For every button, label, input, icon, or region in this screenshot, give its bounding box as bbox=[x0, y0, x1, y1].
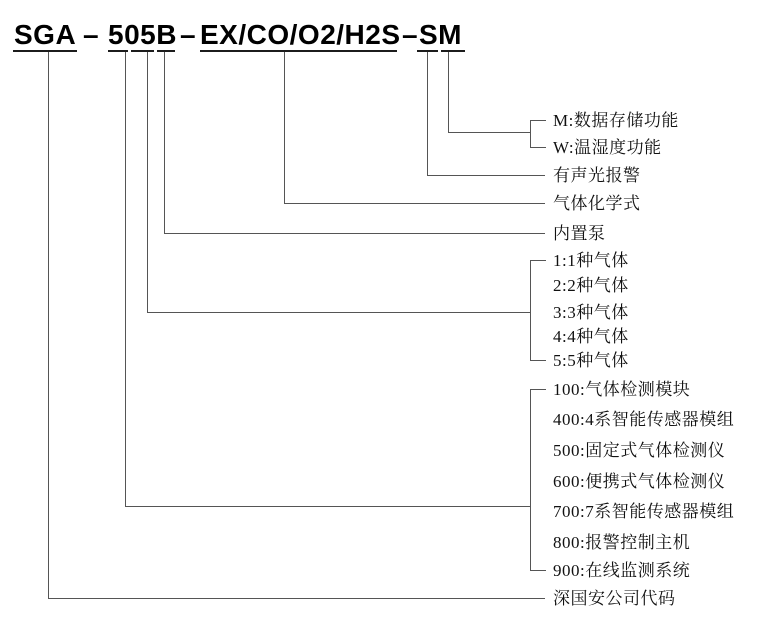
gas-count-bracket bbox=[530, 260, 531, 361]
leader-pump-vertical bbox=[164, 52, 165, 234]
leader-options-horizontal bbox=[448, 132, 531, 133]
leader-series-horizontal bbox=[125, 506, 531, 507]
product-series-stub-top bbox=[531, 389, 546, 390]
callout-gas-count-3: 3:3种气体 bbox=[553, 302, 629, 322]
callout-series-100: 100:气体检测模块 bbox=[553, 379, 691, 399]
callout-data-storage: M:数据存储功能 bbox=[553, 110, 679, 130]
leader-options-vertical bbox=[448, 52, 449, 133]
leader-gas-count-horizontal bbox=[147, 312, 531, 313]
callout-sound-light-alarm: 有声光报警 bbox=[553, 165, 641, 185]
options-fork-bracket bbox=[530, 120, 531, 148]
model-part-series: 505B bbox=[108, 19, 177, 50]
leader-gas-formula-vertical bbox=[284, 52, 285, 204]
options-fork-stub-top bbox=[531, 120, 546, 121]
callout-gas-count-1: 1:1种气体 bbox=[553, 250, 629, 270]
underline-series-2 bbox=[131, 50, 154, 52]
product-series-stub-bottom bbox=[531, 570, 546, 571]
underline-company bbox=[13, 50, 77, 52]
leader-gas-count-vertical bbox=[147, 52, 148, 313]
callout-series-500: 500:固定式气体检测仪 bbox=[553, 440, 726, 460]
callout-temp-humidity: W:温湿度功能 bbox=[553, 137, 662, 157]
separator-dash-2: – bbox=[180, 19, 197, 50]
callout-gas-count-5: 5:5种气体 bbox=[553, 350, 629, 370]
callout-series-900: 900:在线监测系统 bbox=[553, 560, 691, 580]
separator-dash-3: – bbox=[402, 19, 419, 50]
leader-company-vertical bbox=[48, 52, 49, 599]
leader-gas-formula-horizontal bbox=[284, 203, 545, 204]
callout-series-600: 600:便携式气体检测仪 bbox=[553, 471, 726, 491]
leader-company-horizontal bbox=[48, 598, 545, 599]
model-part-gases: EX/CO/O2/H2S bbox=[200, 19, 401, 50]
callout-gas-count-4: 4:4种气体 bbox=[553, 326, 629, 346]
callout-series-800: 800:报警控制主机 bbox=[553, 532, 691, 552]
callout-series-700: 700:7系智能传感器模组 bbox=[553, 501, 735, 521]
separator-dash-1: – bbox=[83, 19, 100, 50]
callout-gas-formula: 气体化学式 bbox=[553, 193, 641, 213]
product-series-bracket bbox=[530, 389, 531, 571]
leader-pump-horizontal bbox=[164, 233, 545, 234]
leader-alarm-vertical bbox=[427, 52, 428, 176]
callout-series-400: 400:4系智能传感器模组 bbox=[553, 409, 735, 429]
gas-count-stub-top bbox=[531, 260, 546, 261]
model-part-company: SGA bbox=[14, 19, 77, 50]
gas-count-stub-bottom bbox=[531, 360, 546, 361]
model-part-options: SM bbox=[419, 19, 462, 50]
leader-alarm-horizontal bbox=[427, 175, 545, 176]
underline-gases bbox=[200, 50, 397, 52]
leader-series-vertical bbox=[125, 52, 126, 507]
options-fork-stub-bottom bbox=[531, 147, 546, 148]
callout-company-code: 深国安公司代码 bbox=[553, 588, 676, 608]
callout-gas-count-2: 2:2种气体 bbox=[553, 275, 629, 295]
underline-option-m bbox=[441, 50, 465, 52]
underline-series-3 bbox=[157, 50, 175, 52]
callout-built-in-pump: 内置泵 bbox=[553, 223, 606, 243]
